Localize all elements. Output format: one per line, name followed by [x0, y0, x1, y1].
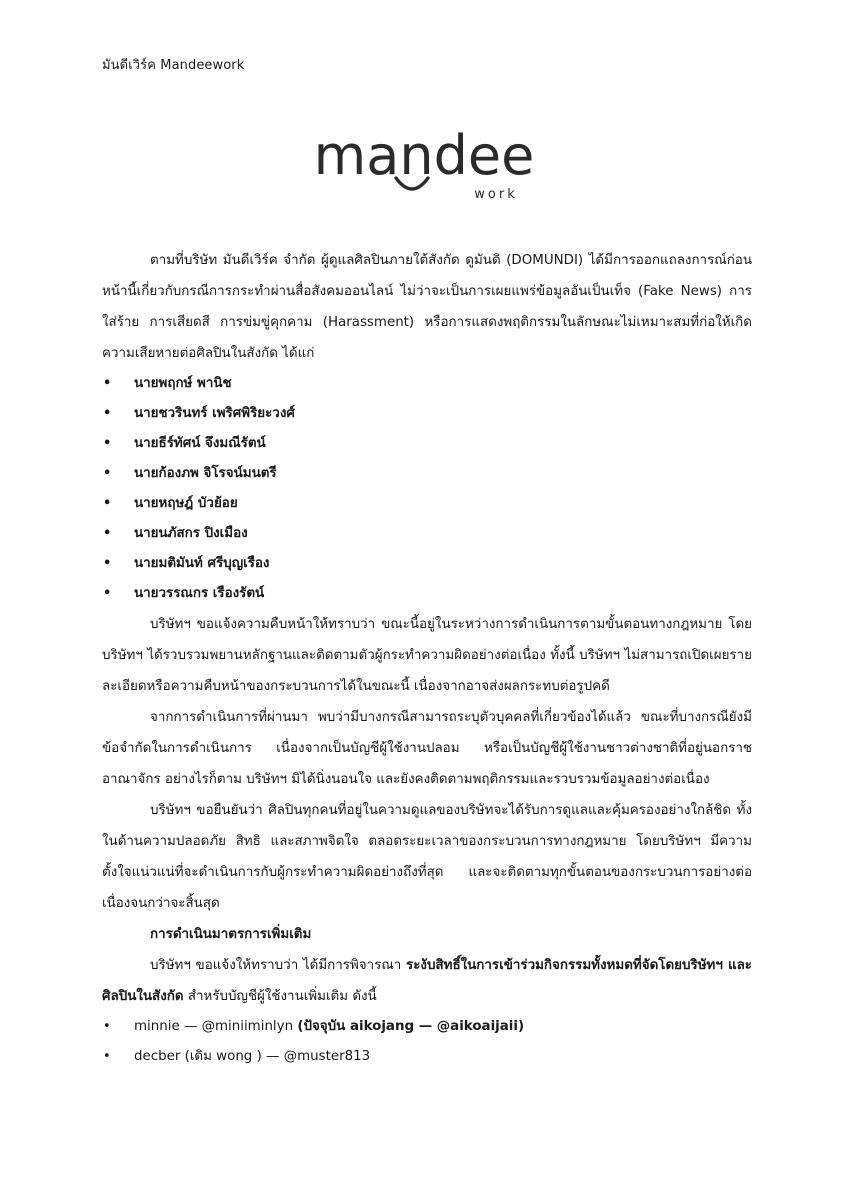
account-current-handle: (ปัจจุบัน aikojang — @aikoaijaii): [297, 1019, 525, 1034]
paragraph-intro: ตามที่บริษัท มันดีเวิร์ค จำกัด ผู้ดูแลศิลปินภายใต้สังกัด ดูมันดิ (DOMUNDI) ได้มีการออกแถลงการณ์ก่อนหน้านี้เกี่ยวกับกรณีการกระทำผ่านสื่อสังคมออนไลน์ ไม่ว่าจะเป็นการเผยแพร่ข้อมูลอันเป็นเท็จ (Fake News) การใส่ร้าย การเสียดสี การข่มขู่คุกคาม (Harassment) หรือการแสดงพฤติกรรมในลักษณะไม่เหมาะสมที่ก่อให้เกิดความเสียหายต่อศิลปินในสังกัด ได้แก่: [102, 253, 752, 361]
list-item: [103, 459, 752, 489]
account-handle: minnie — @miniiminlyn: [134, 1019, 298, 1034]
suspended-accounts-list: [102, 1012, 752, 1072]
page-header: มันดีเวิร์ค Mandeework: [102, 58, 245, 73]
suspension-text-end: สำหรับบัญชีผู้ใช้งานเพิ่มเติม ดังนี้: [183, 989, 377, 1004]
bullet-icon: •: [103, 1049, 111, 1064]
paragraph-findings: จากการดำเนินการที่ผ่านมา พบว่ามีบางกรณีสามารถระบุตัวบุคคลที่เกี่ยวข้องได้แล้ว ขณะที่บางกรณียังมีข้อจำกัดในการดำเนินการ เนื่องจากเป็นบัญชีผู้ใช้งานปลอม หรือเป็นบัญชีผู้ใช้งานชาวต่างชาติที่อยู่นอกราชอาณาจักร อย่างไรก็ตาม บริษัทฯ มิได้นิ่งนอนใจ และยังคงติดตามพฤติกรรมและรวบรวมข้อมูลอย่างต่อเนื่อง: [102, 710, 752, 787]
person-name: นายพฤกษ์ พานิช: [134, 376, 232, 391]
person-name: นายก้องภพ จิโรจน์มนตรี: [134, 466, 277, 481]
named-persons-list: [102, 369, 752, 609]
statement-body: [102, 245, 752, 1072]
person-name: นายหฤษฎ์ บัวย้อย: [134, 496, 238, 511]
bullet-icon: •: [103, 376, 112, 391]
bullet-icon: •: [103, 556, 112, 571]
list-item: [103, 549, 752, 579]
paragraph-assurance: บริษัทฯ ขอยืนยันว่า ศิลปินทุกคนที่อยู่ในความดูแลของบริษัทจะได้รับการดูแลและคุ้มครองอย่างใกล้ชิด ทั้งในด้านความปลอดภัย สิทธิ และสภาพจิตใจ ตลอดระยะเวลาของกระบวนการทางกฎหมาย โดยบริษัทฯ มีความตั้งใจแน่วแน่ที่จะดำเนินการกับผู้กระทำความผิดอย่างถึงที่สุด และจะติดตามทุกขั้นตอนของกระบวนการอย่างต่อเนื่องจนกว่าจะสิ้นสุด: [102, 803, 752, 911]
suspension-text-bold: ระงับสิทธิ์ในการเข้าร่วมกิจกรรมทั้งหมดที่จัดโดยบริษัทฯ และศิลปินในสังกัด: [102, 958, 752, 1004]
logo-submark: work: [474, 187, 518, 202]
list-item: [103, 519, 752, 549]
mandee-work-logo: [300, 130, 548, 204]
logo-graphic: [300, 130, 548, 204]
section-heading-additional-measures: การดำเนินมาตรการเพิ่มเติม: [150, 927, 312, 942]
list-item: [103, 399, 752, 429]
list-item: [103, 1012, 752, 1042]
paragraph-progress: บริษัทฯ ขอแจ้งความคืบหน้าให้ทราบว่า ขณะนี้อยู่ในระหว่างการดำเนินการตามขั้นตอนทางกฎหมาย โดยบริษัทฯ ได้รวบรวมพยานหลักฐานและติดตามตัวผู้กระทำความผิดอย่างต่อเนื่อง ทั้งนี้ บริษัทฯ ไม่สามารถเปิดเผยรายละเอียดหรือความคืบหน้าของกระบวนการได้ในขณะนี้ เนื่องจากอาจส่งผลกระทบต่อรูปคดี: [102, 617, 752, 694]
list-item: [103, 579, 752, 609]
paragraph-suspension: [102, 950, 752, 1012]
logo-wordmark: mandee: [313, 130, 535, 187]
list-item: [103, 429, 752, 459]
bullet-icon: •: [103, 436, 112, 451]
list-item: [103, 369, 752, 399]
bullet-icon: •: [103, 1019, 111, 1034]
suspension-text-start: บริษัทฯ ขอแจ้งให้ทราบว่า ได้มีการพิจารณา: [150, 958, 407, 973]
person-name: นายชวรินทร์ เพริศพิริยะวงศ์: [134, 406, 295, 421]
list-item: [103, 489, 752, 519]
account-handle: decber (เดิม wong ) — @muster813: [134, 1049, 371, 1064]
person-name: นายมติมันท์ ศรีบุญเรือง: [134, 556, 270, 571]
bullet-icon: •: [103, 406, 112, 421]
person-name: นายนภัสกร ปิงเมือง: [134, 526, 248, 541]
bullet-icon: •: [103, 526, 112, 541]
bullet-icon: •: [103, 586, 112, 601]
person-name: นายวรรณกร เรืองรัตน์: [134, 586, 265, 601]
bullet-icon: •: [103, 496, 112, 511]
person-name: นายธีร์ทัศน์ จึงมณีรัตน์: [134, 436, 266, 451]
list-item: [103, 1042, 752, 1072]
bullet-icon: •: [103, 466, 112, 481]
